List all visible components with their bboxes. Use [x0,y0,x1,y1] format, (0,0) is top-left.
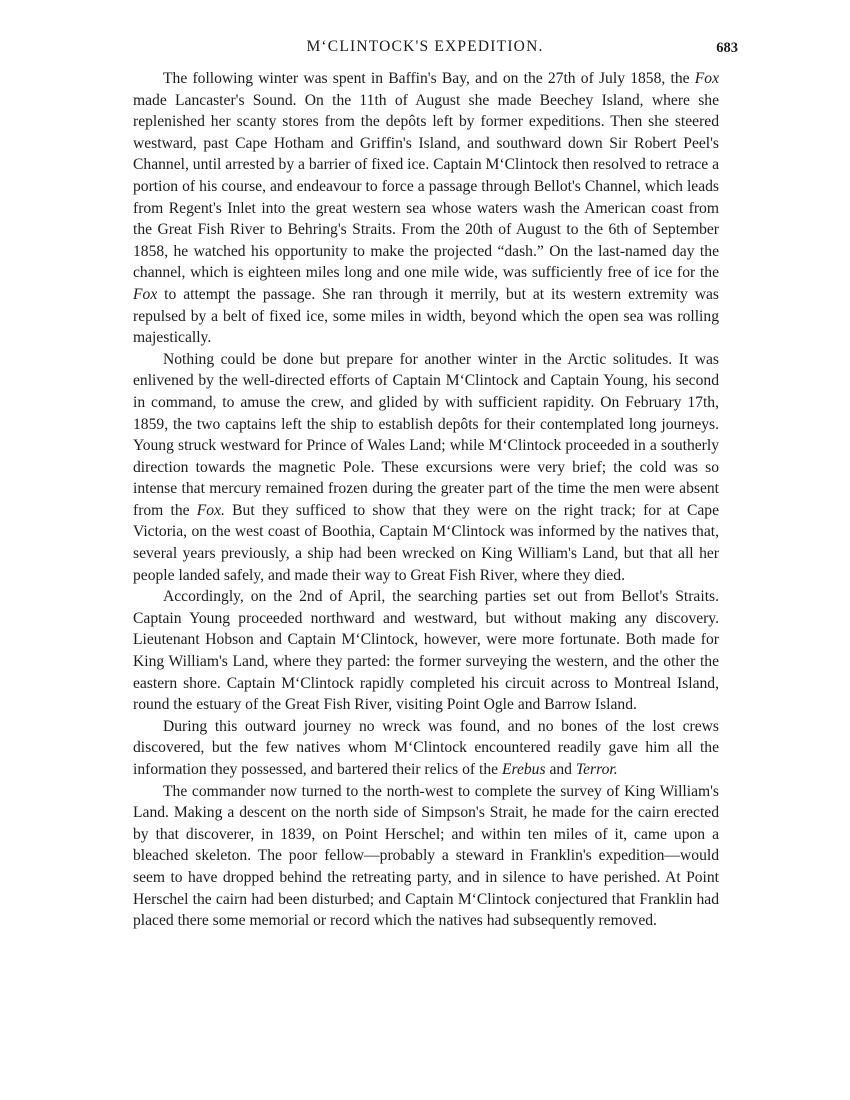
text-run: made Lancaster's Sound. On the 11th of August she made Beechey Island, where she replenished her scanty stores from the depôts left by former expeditions. Then she steered westward, past Cape Hotham and Griffin's Island, and southward down Sir Robert Peel's Channel, until arrested by a barrier of fixed ice. Captain M‘Clintock then resolved to retrace a portion of his course, and endeavour to force a passage through Bellot's Channel, which leads from Regent's Inlet into the great western sea whose waters wash the American coast from the Great Fish River to Behring's Straits. From the 20th of August to the 6th of September 1858, he watched his opportunity to make the projected “dash.” On the last-named day the channel, which is eighteen miles long and one mile wide, was sufficiently free of ice for the [133,91,719,282]
italic-run: Fox [133,285,158,303]
italic-run: Fox. [196,501,225,519]
text-run: and [545,761,576,778]
italic-run: Fox [694,70,719,87]
text-run: During this outward journey no wreck was found, and no bones of the lost crews discovered, but the few natives whom M‘Clintock encountered readily gave him all the information they possessed, and bartered their relics of the [133,717,719,778]
text-run: Accordingly, on the 2nd of April, the searching parties set out from Bellot's Straits. Captain Young proceeded northward and westward, but without making any discovery. Lieutenant Hobson and Captain M‘Clintock, however, were more fortunate. Both made for King William's Land, where they parted: the former surveying the western, and the other the eastern shore. Captain M‘Clintock rapidly completed his circuit across to Montreal Island, round the estuary of the Great Fish River, visiting Point Ogle and Barrow Island. [133,588,719,714]
text-run: But they sufficed to show that they were on the right track; for at Cape Victoria, on the west coast of Boothia, Captain M‘Clintock was informed by the natives that, several years previously, a ship had been wrecked on King William's Land, but that all her people landed safely, and made their way to Great Fish River, where they died. [133,501,719,584]
page-number: 683 [716,40,738,56]
paragraph-3 [133,586,719,716]
body-text [133,68,719,932]
text-run: to attempt the passage. She ran through it merrily, but at its western extremity was repulsed by a belt of fixed ice, some miles in width, beyond which the open sea was rolling majestically. [133,285,719,347]
paragraph-4 [133,716,719,781]
paragraph-5 [133,781,719,932]
running-title: M‘CLINTOCK'S EXPEDITION. [306,38,544,55]
italic-run: Terror. [575,761,618,778]
running-head [0,38,850,60]
text-run: The commander now turned to the north-west to complete the survey of King William's Land. Making a descent on the north side of Simpson's Strait, he made for the cairn erected by that discoverer, in 1839, on Point Herschel; and within ten miles of it, came upon a bleached skeleton. The poor fellow—probably a steward in Franklin's expedition—would seem to have dropped behind the retreating party, and in silence to have perished. At Point Herschel the cairn had been disturbed; and Captain M‘Clintock conjectured that Franklin had placed there some memorial or record which the natives had subsequently removed. [133,782,719,930]
text-run: Nothing could be done but prepare for another winter in the Arctic solitudes. It was enlivened by the well-directed efforts of Captain M‘Clintock and Captain Young, his second in command, to amuse the crew, and glided by with sufficient rapidity. On February 17th, 1859, the two captains left the ship to establish depôts for their contemplated long journeys. Young struck westward for Prince of Wales Land; while M‘Clintock proceeded in a southerly direction towards the magnetic Pole. These excursions were very brief; the cold was so intense that mercury remained frozen during the greater part of the time the men were absent from the [133,350,719,519]
paragraph-2 [133,349,719,587]
text-run: The following winter was spent in Baffin's Bay, and on the 27th of July 1858, the [163,70,695,87]
paragraph-1 [133,68,719,349]
italic-run: Erebus [501,761,546,778]
